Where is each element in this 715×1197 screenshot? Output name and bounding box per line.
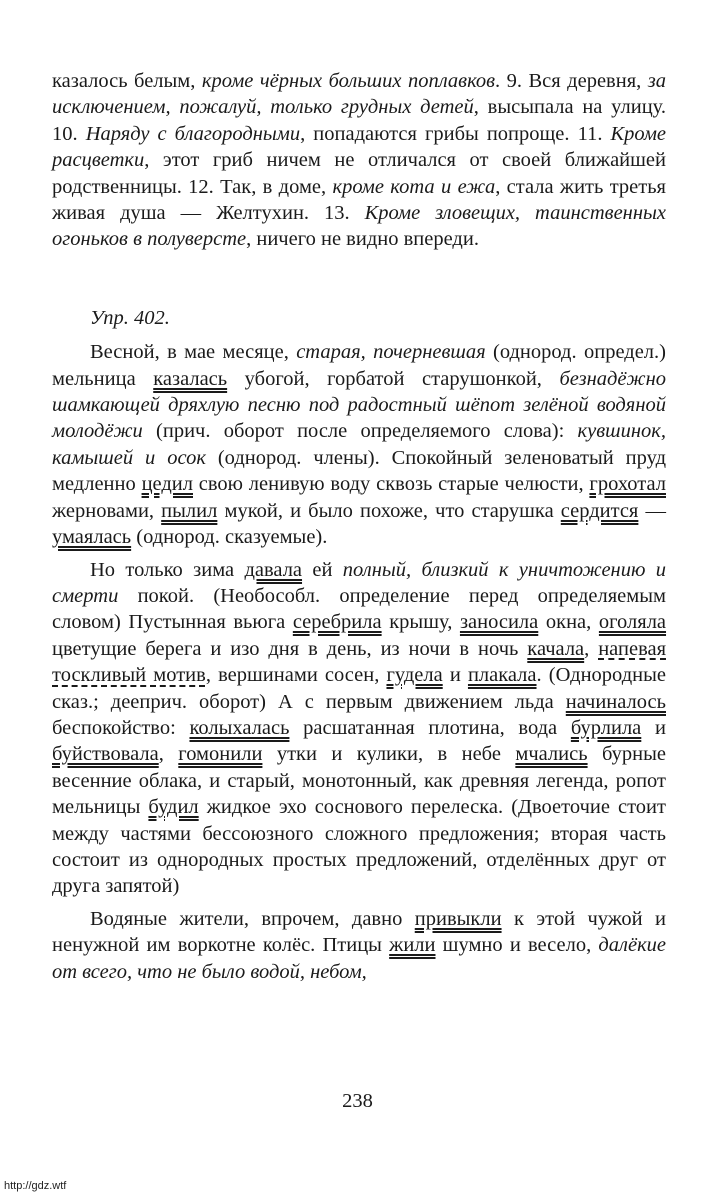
underlined-word: начиналось [565,690,666,713]
underlined-word: буйствовала [52,743,159,766]
underlined-word: жили [389,934,436,957]
text-run: , [158,743,179,766]
underlined-word: цедил [141,473,193,496]
italic-phrase: далёкие от всего, что не было водой, небом, [52,934,667,983]
underlined-word: умаялась [52,526,132,549]
text-run: мукой, и было похоже, что старушка [217,499,561,522]
underlined-word: мчались [515,743,588,766]
text-run: Но только зима [90,558,245,581]
paragraph-1 [52,68,666,253]
text-run: жидкое эхо соснового перелеска. (Двоеточие стоит между частями бессоюзного сложного предложения; вторая часть состоит из однородных простых предложений, отделённых друг от друга запятой) [52,796,666,898]
underlined-word: серебрила [292,611,382,634]
text-run: (однород. члены). Спокойный зеленоватый пруд медленно [52,446,666,496]
italic-phrase: безнадёжно шамкающей дряхлую песню под радостный шёпот зелёной водяной молодёжи [52,367,666,443]
text-run: казалось белым, [52,70,202,92]
text-run: (однород. сказуемые). [131,526,328,549]
text-run: Водяные жители, впрочем, давно [90,907,415,930]
text-run: расшатанная плотина, вода [289,716,571,739]
text-run: окна, [538,611,599,634]
page-body [52,68,666,985]
italic-phrase: кроме кота и ежа [332,175,496,198]
underlined-word: гомонили [178,743,263,766]
italic-phrase: кувшинок, камышей и осок [52,420,666,469]
text-run: , высыпала на улицу. 10. [52,96,666,145]
text-run: цветущие берега и изо дня в день, из ночи в ночь [52,637,528,660]
paragraph-2 [52,339,666,550]
paragraph-3 [52,557,666,900]
text-run: крышу, [381,611,460,634]
underlined-word: сердится [560,499,639,522]
paragraph-4 [52,906,666,985]
text-run: , [584,637,599,660]
underlined-word: казалась [153,367,228,390]
text-run: , попадаются грибы попроще. 11. [300,122,611,145]
underlined-word: качала [527,637,585,660]
text-run: шумно и весело, [435,934,599,957]
text-run: свою ленивую воду сквозь старые челюсти, [193,473,590,496]
text-run: беспокойство: [52,716,190,739]
text-run: . 9. Вся деревня, [495,70,648,92]
underlined-word: колыхалась [189,716,290,739]
italic-phrase: Наряду с благородными [85,122,301,145]
exercise-heading: Упр. 402. [90,306,170,329]
underlined-word: привыкли [414,907,502,930]
underlined-word: будил [148,796,199,819]
text-run: . (Однородные сказ.; дееприч. оборот) А с первым движением льда [52,664,666,713]
italic-phrase: за исключением, пожалуй, только грудных детей [52,70,666,119]
underlined-word: плакала [467,664,537,687]
italic-phrase: полный, близкий к уничтожению и смерти [52,558,666,607]
text-run: (прич. оборот после определяемого слова): [142,420,578,443]
text-run: — [638,499,666,522]
text-run: утки и кулики, в небе [262,743,516,766]
underlined-word: бурлила [570,716,642,739]
underlined-word: пылил [161,499,218,522]
text-run: , стала жить третья живая душа — Желтухин. 13. [52,175,666,225]
text-run: к этой чужой и ненужной им воркотне колёс. Птицы [52,907,666,957]
italic-phrase: кроме чёрных больших поплавков [201,70,496,92]
text-run: , ничего не видно впереди. [246,228,479,251]
italic-phrase: старая, почерневшая [296,341,486,364]
text-run: Весной, в мае месяце, [90,341,297,364]
italic-phrase: Кроме зловещих, таинственных огоньков в полуверсте [52,202,667,251]
text-run: жерновами, [52,499,162,522]
footer-url[interactable]: http://gdz.wtf [4,1180,67,1192]
underlined-word: гудела [386,664,443,687]
underlined-word: оголяла [598,611,667,634]
underlined-word: заносила [459,611,539,634]
italic-phrase: Кроме расцветки [52,122,667,172]
underlined-word: грохотал [589,473,666,496]
text-run: (однород. определ.) мельница [52,341,666,390]
text-run: и [442,664,468,687]
text-run: и [641,716,666,739]
text-run: убогой, горбатой старушонкой, [227,367,560,390]
page-number: 238 [342,1090,373,1112]
text-run: покой. (Необособл. определение перед определяемым словом) Пустынная вьюга [52,584,666,634]
text-run: ей [302,558,343,581]
underlined-word: давала [244,558,303,581]
text-run: бурные весенние облака, и старый, монотонный, как древняя легенда, ропот мельницы [52,743,666,819]
underlined-word: напевая тоскливый мотив [52,637,667,687]
text-run: , этот гриб ничем не отличался от своей ближайшей родственницы. 12. Так, в доме, [52,149,666,198]
text-run: , вершинами сосен, [205,664,387,687]
